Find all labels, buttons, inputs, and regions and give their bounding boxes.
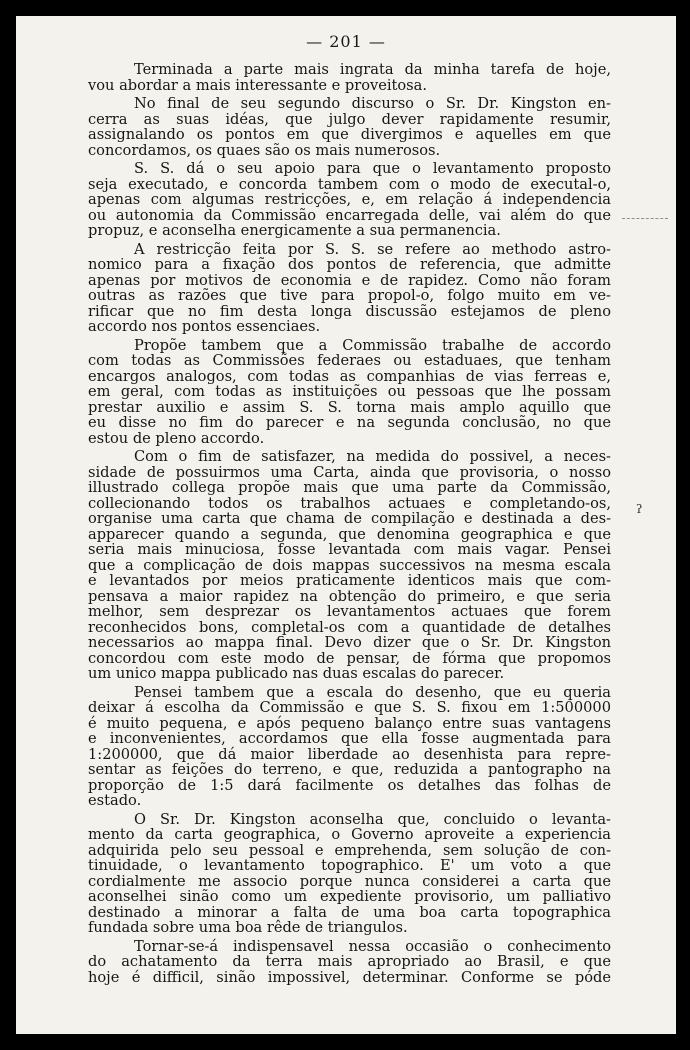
text-line: collecionando todos os trabalhos actuaes e completando-os, [88,494,611,512]
text-line: estou de pleno accordo. [88,429,265,447]
text-line: destinado a minorar a falta de uma boa carta topographica [88,903,611,921]
text-line: fundada sobre uma boa rêde de triangulos. [88,919,408,936]
text-line: hoje é difficil, sinão impossivel, determinar. Conforme se póde [88,968,611,986]
text-line: apparecer quando a segunda, que denomina geographica e que [88,525,611,543]
text-line: S. S. dá o seu apoio para que o levantamento proposto [134,160,611,177]
text-line: No final de seu segundo discurso o Sr. Dr. Kingston en- [134,95,611,112]
text-line: seja executado, e concorda tambem com o modo de executal-o, [88,175,611,193]
text-line: necessarios ao mappa final. Devo dizer que o Sr. Dr. Kingston [88,634,611,651]
text-line: sidade de possuirmos uma Carta, ainda que provisoria, o nosso [88,463,611,481]
paragraph [88,812,611,936]
text-line: do achatamento da terra mais apropriado ao Brasil, e que [88,953,611,970]
paragraph [88,685,611,809]
text-line: Terminada a parte mais ingrata da minha tarefa de hoje, [134,61,611,78]
margin-pencil-mark [622,218,668,223]
text-line: nomico para a fixação dos pontos de referencia, que admitte [88,256,611,273]
text-line: com todas as Commissões federaes ou estaduaes, que tenham [88,352,611,369]
paragraph [88,161,611,239]
text-line: e levantados por meios praticamente identicos mais que com- [88,572,611,589]
paragraph [88,62,611,93]
text-line: seria mais minuciosa, fosse levantada com mais vagar. Pensei [88,541,611,558]
text-line: pensava a maior rapidez na obtenção do primeiro, e que seria [88,587,611,605]
text-line: deixar á escolha da Commissão e que S. S. fixou em 1:500000 [88,699,611,716]
text-line: A restricção feita por S. S. se refere ao methodo astro- [134,240,611,258]
text-line: e inconvenientes, accordamos que ella fosse augmentada para [88,730,611,747]
page-number: — 201 — [306,32,386,51]
margin-annotation: ʔ [636,502,643,516]
text-line: apenas com algumas restricções, e, em relação á independencia [88,191,611,208]
paragraph [88,242,611,335]
paragraph [88,96,611,158]
body-text [88,62,611,988]
text-line: apenas por motivos de economia e de rapidez. Como não foram [88,271,611,289]
text-line: estado. [88,792,142,809]
text-line: O Sr. Dr. Kingston aconselha que, concluido o levanta- [134,810,611,828]
text-line: em geral, com todas as instituições ou pessoas que lhe possam [88,383,611,400]
text-line: concordou com este modo de pensar, de fórma que propomos [88,649,611,667]
text-line: concordamos, os quaes são os mais numerosos. [88,141,441,159]
text-line: sentar as feições do terreno, e que, reduzida a pantographo na [88,761,611,778]
text-line: rificar que no fim desta longa discussão estejamos de pleno [88,302,611,320]
paragraph [88,338,611,447]
text-line: adquirida pelo seu pessoal e emprehenda, sem solução de con- [88,841,611,859]
book-page [16,16,676,1034]
text-line: Com o fim de satisfazer, na medida do possivel, a neces- [134,448,611,465]
text-line: ou autonomia da Commissão encarregada delle, vai além do que [88,206,611,224]
text-line: reconhecidos bons, completal-os com a quantidade de detalhes [88,618,611,636]
text-line: propuz, e aconselha energicamente a sua permanencia. [88,222,501,239]
text-line: é muito pequena, e após pequeno balanço entre suas vantagens [88,714,611,732]
text-line: aconselhei sinão como um expediente provisorio, um palliativo [88,888,611,905]
text-line: organise uma carta que chama de compilação e destinada a des- [88,510,611,527]
paragraph [88,449,611,682]
text-line: Tornar-se-á indispensavel nessa occasião o conhecimento [134,937,611,955]
text-line: tinuidade, o levantamento topographico. E' um voto a que [88,857,611,874]
text-line: proporção de 1:5 dará facilmente os detalhes das folhas de [88,776,611,794]
text-line: que a complicação de dois mappas successivos na mesma escala [88,556,611,574]
paragraph [88,939,611,986]
text-line: Propõe tambem que a Commissão trabalhe de accordo [134,336,611,354]
text-line: mento da carta geographica, o Governo aproveite a experiencia [88,826,611,843]
text-line: um unico mappa publicado nas duas escalas do parecer. [88,665,505,682]
text-line: illustrado collega propõe mais que uma parte da Commissão, [88,479,611,496]
text-line: cordialmente me associo porque nunca considerei a carta que [88,872,611,890]
text-line: outras as razões que tive para propol-o, folgo muito em ve- [88,287,611,304]
text-line: eu disse no fim do parecer e na segunda conclusão, no que [88,414,611,431]
text-line: prestar auxilio e assim S. S. torna mais amplo aquillo que [88,398,611,416]
text-line: melhor, sem desprezar os levantamentos actuaes que forem [88,603,611,620]
text-line: encargos analogos, com todas as companhias de vias ferreas e, [88,367,611,385]
text-line: vou abordar a mais interessante e proveitosa. [88,76,428,94]
text-line: Pensei tambem que a escala do desenho, que eu queria [134,683,611,701]
text-line: cerra as suas idéas, que julgo dever rapidamente resumir, [88,110,611,128]
text-line: accordo nos pontos essenciaes. [88,318,321,335]
text-line: 1:200000, que dá maior liberdade ao desenhista para repre- [88,745,611,763]
text-line: assignalando os pontos em que divergimos e aquelles em que [88,126,611,143]
